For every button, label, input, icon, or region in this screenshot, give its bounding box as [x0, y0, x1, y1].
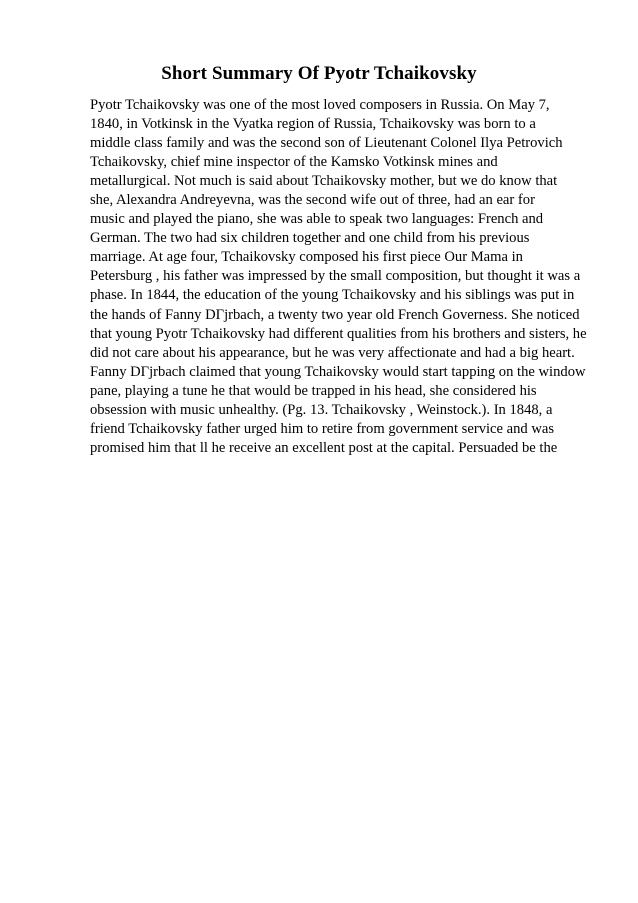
body-line: did not care about his appearance, but he was very affectionate and had a big heart.	[90, 344, 575, 361]
body-line: marriage. At age four, Tchaikovsky composed his first piece Our Mama in	[90, 249, 523, 266]
body-line: music and played the piano, she was able to speak two languages: French and	[90, 211, 544, 228]
body-line: obsession with music unhealthy. (Pg. 13. Tchaikovsky , Weinstock.). In 1848, a	[90, 401, 553, 418]
body-line: pane, playing a tune he that would be trapped in his head, she considered his	[90, 382, 537, 399]
body-line: that young Pyotr Tchaikovsky had different qualities from his brothers and sisters, he	[90, 325, 587, 342]
body-line: Petersburg , his father was impressed by the small composition, but thought it was a	[90, 268, 581, 285]
body-line: Fanny DГjrbach claimed that young Tchaikovsky would start tapping on the window	[90, 363, 586, 380]
body-line: she, Alexandra Andreyevna, was the second wife out of three, had an ear for	[90, 192, 535, 209]
body-line: Pyotr Tchaikovsky was one of the most loved composers in Russia. On May 7,	[90, 97, 550, 113]
body-line: Tchaikovsky, chief mine inspector of the Kamsko Votkinsk mines and	[90, 154, 498, 171]
body-line: promised him that ll he receive an excellent post at the capital. Persuaded be the	[90, 439, 558, 456]
body-line: phase. In 1844, the education of the young Tchaikovsky and his siblings was put in	[90, 287, 575, 304]
body-line: 1840, in Votkinsk in the Vyatka region of Russia, Tchaikovsky was born to a	[90, 116, 536, 133]
body-line: German. The two had six children together and one child from his previous	[90, 230, 530, 247]
body-line: metallurgical. Not much is said about Tchaikovsky mother, but we do know that	[90, 173, 558, 190]
body-line: the hands of Fanny DГjrbach, a twenty two year old French Governess. She noticed	[90, 306, 580, 323]
document-body	[90, 96, 590, 458]
document-title: Short Summary Of Pyotr Tchaikovsky	[161, 63, 477, 84]
body-line: friend Tchaikovsky father urged him to retire from government service and was	[90, 420, 555, 437]
body-line: middle class family and was the second son of Lieutenant Colonel Ilya Petrovich	[90, 135, 563, 152]
